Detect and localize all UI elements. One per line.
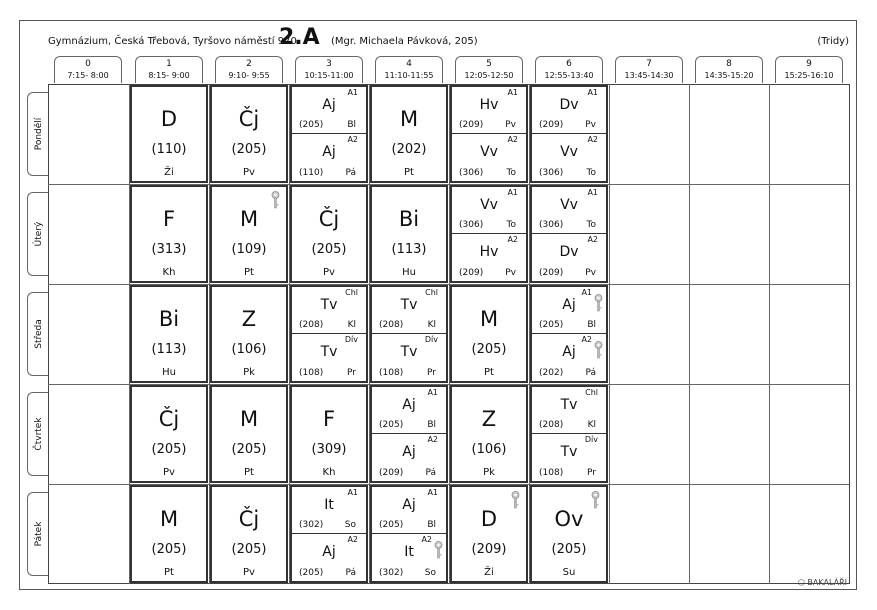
lesson-teacher: Bl: [427, 420, 436, 430]
lesson-room: (306): [539, 220, 564, 230]
lesson-teacher: Pt: [244, 267, 254, 278]
lesson-cell[interactable]: [290, 385, 368, 483]
lesson-teacher: Su: [562, 567, 576, 578]
lesson-teacher: Kl: [427, 320, 436, 330]
period-number: 2: [246, 59, 252, 69]
lesson-room: (113): [151, 342, 187, 357]
period-time: 9:10- 9:55: [228, 71, 270, 80]
grid-column-line: [689, 84, 690, 584]
lesson-subject: Bi: [158, 307, 180, 331]
group-label: Chl: [345, 288, 358, 297]
period-header[interactable]: [455, 56, 523, 83]
lesson-room: (205): [379, 420, 404, 430]
lesson-room: (108): [379, 368, 404, 378]
lesson-group-top[interactable]: [372, 287, 446, 334]
lesson-cell[interactable]: [450, 185, 528, 283]
period-number: 8: [726, 59, 732, 69]
lesson-room: (205): [231, 142, 267, 157]
grid-column-line: [769, 84, 770, 584]
group-label: A2: [581, 335, 592, 344]
lesson-subject: It: [404, 544, 414, 560]
lesson-subject: It: [324, 497, 334, 513]
lesson-room: (209): [539, 120, 564, 130]
lesson-group-top[interactable]: [532, 187, 606, 234]
lesson-room: (209): [539, 268, 564, 278]
lesson-cell[interactable]: [530, 85, 608, 183]
day-label: Čtvrtek: [33, 417, 44, 451]
view-label: (Tridy): [817, 36, 849, 47]
lesson-teacher: Pk: [243, 367, 255, 378]
group-label: Dív: [584, 435, 598, 444]
lesson-subject: M: [479, 307, 499, 331]
lesson-subject: Tv: [320, 344, 338, 360]
lesson-room: (106): [471, 442, 507, 457]
lesson-subject: Hv: [479, 244, 499, 260]
lesson-group-top[interactable]: [532, 87, 606, 134]
lesson-room: (202): [391, 142, 427, 157]
lesson-room: (113): [391, 242, 427, 257]
lesson-group-top[interactable]: [532, 387, 606, 434]
lesson-room: (106): [231, 342, 267, 357]
lesson-subject: Tv: [560, 444, 578, 460]
class-teacher: (Mgr. Michaela Pávková, 205): [331, 36, 478, 47]
bakalari-logo: [798, 578, 847, 587]
day-tab[interactable]: [27, 292, 49, 376]
group-label: A1: [581, 288, 592, 297]
lesson-teacher: To: [586, 220, 596, 230]
group-label: A1: [427, 388, 438, 397]
lesson-cell[interactable]: [530, 485, 608, 583]
period-number: 5: [486, 59, 492, 69]
lesson-room: (110): [299, 168, 324, 178]
lesson-room: (302): [299, 520, 324, 530]
day-tab[interactable]: [27, 492, 49, 576]
lesson-group-top[interactable]: [532, 287, 606, 334]
lesson-room: (205): [151, 542, 187, 557]
day-tab[interactable]: [27, 192, 49, 276]
lesson-cell[interactable]: [130, 385, 208, 483]
lesson-subject: M: [239, 207, 259, 231]
lesson-subject: Dv: [559, 244, 579, 260]
lesson-subject: Dv: [559, 97, 579, 113]
lesson-teacher: Pá: [345, 568, 356, 578]
lesson-cell[interactable]: [210, 385, 288, 483]
lesson-group-top[interactable]: [292, 287, 366, 334]
key-icon: [271, 191, 280, 209]
lesson-teacher: Pt: [164, 567, 174, 578]
lesson-group-bottom[interactable]: [292, 134, 366, 181]
lesson-teacher: To: [506, 220, 516, 230]
lesson-subject: Bi: [398, 207, 420, 231]
lesson-teacher: Ži: [164, 167, 174, 178]
grid-column-line: [609, 84, 610, 584]
lesson-teacher: Pá: [345, 168, 356, 178]
lesson-cell[interactable]: [290, 85, 368, 183]
period-number: 9: [806, 59, 812, 69]
lesson-room: (205): [471, 342, 507, 357]
group-label: A1: [347, 488, 358, 497]
lesson-teacher: Pr: [427, 368, 436, 378]
lesson-cell[interactable]: [450, 285, 528, 383]
lesson-room: (110): [151, 142, 187, 157]
lesson-teacher: Pv: [505, 120, 516, 130]
lesson-subject: Aj: [402, 497, 416, 513]
lesson-teacher: Pv: [585, 268, 596, 278]
period-header[interactable]: [535, 56, 603, 83]
key-icon: [511, 491, 520, 509]
lesson-group-top[interactable]: [452, 87, 526, 134]
period-time: 8:15- 9:00: [148, 71, 190, 80]
period-header[interactable]: [775, 56, 843, 83]
lesson-teacher: Bl: [347, 120, 356, 130]
group-label: A2: [507, 235, 518, 244]
day-label: Pondělí: [33, 117, 44, 151]
period-header[interactable]: [215, 56, 283, 83]
lesson-cell[interactable]: [290, 285, 368, 383]
lesson-teacher: Pk: [483, 467, 495, 478]
day-label: Úterý: [33, 221, 44, 247]
lesson-teacher: Kh: [162, 267, 176, 278]
lesson-group-bottom[interactable]: [372, 334, 446, 381]
lesson-subject: M: [239, 407, 259, 431]
lesson-teacher: Pt: [404, 167, 414, 178]
lesson-room: (209): [379, 468, 404, 478]
lesson-cell[interactable]: [530, 285, 608, 383]
period-number: 3: [326, 59, 332, 69]
lesson-group-bottom[interactable]: [532, 434, 606, 481]
lesson-teacher: Pv: [243, 567, 255, 578]
group-label: A1: [587, 88, 598, 97]
lesson-teacher: Pá: [585, 368, 596, 378]
lesson-group-bottom[interactable]: [532, 134, 606, 181]
lesson-teacher: Pt: [484, 367, 494, 378]
lesson-teacher: Pr: [347, 368, 356, 378]
lesson-subject: Čj: [238, 507, 260, 531]
lesson-room: (208): [299, 320, 324, 330]
lesson-teacher: Pt: [244, 467, 254, 478]
lesson-room: (205): [231, 542, 267, 557]
period-header[interactable]: [135, 56, 203, 83]
group-label: A2: [427, 435, 438, 444]
lesson-subject: Z: [481, 407, 497, 431]
lesson-room: (202): [539, 368, 564, 378]
lesson-group-top[interactable]: [452, 187, 526, 234]
lesson-cell[interactable]: [290, 185, 368, 283]
lesson-subject: M: [399, 107, 419, 131]
lesson-teacher: Bl: [587, 320, 596, 330]
class-name: 2.A: [279, 25, 320, 50]
lesson-room: (313): [151, 242, 187, 257]
day-tab[interactable]: [27, 392, 49, 476]
lesson-cell[interactable]: [130, 285, 208, 383]
lesson-teacher: Pv: [505, 268, 516, 278]
lesson-room: (209): [459, 268, 484, 278]
lesson-teacher: So: [424, 568, 436, 578]
lesson-group-bottom[interactable]: [372, 534, 446, 581]
group-label: A1: [587, 188, 598, 197]
logo-icon: ⬡: [797, 578, 805, 587]
lesson-subject: Vv: [480, 197, 498, 213]
period-time: 13:45-14:30: [624, 71, 674, 80]
lesson-teacher: So: [344, 520, 356, 530]
lesson-room: (209): [471, 542, 507, 557]
period-header[interactable]: [54, 56, 122, 83]
lesson-subject: Tv: [320, 297, 338, 313]
day-tab[interactable]: [27, 92, 49, 176]
period-number: 4: [406, 59, 412, 69]
lesson-teacher: Pv: [323, 267, 335, 278]
period-header[interactable]: [615, 56, 683, 83]
group-label: A2: [507, 135, 518, 144]
lesson-group-top[interactable]: [292, 87, 366, 134]
lesson-subject: Čj: [158, 407, 180, 431]
lesson-room: (205): [299, 568, 324, 578]
lesson-room: (109): [231, 242, 267, 257]
period-header[interactable]: [295, 56, 363, 83]
lesson-cell[interactable]: [450, 85, 528, 183]
lesson-cell[interactable]: [370, 85, 448, 183]
period-time: 12:05-12:50: [464, 71, 514, 80]
lesson-room: (205): [311, 242, 347, 257]
lesson-teacher: Ži: [484, 567, 494, 578]
lesson-room: (306): [459, 220, 484, 230]
lesson-subject: Čj: [318, 207, 340, 231]
lesson-cell[interactable]: [450, 485, 528, 583]
lesson-room: (306): [539, 168, 564, 178]
lesson-teacher: Hu: [162, 367, 176, 378]
lesson-cell[interactable]: [530, 385, 608, 483]
lesson-subject: Aj: [562, 344, 576, 360]
lesson-group-bottom[interactable]: [532, 334, 606, 381]
lesson-subject: Vv: [480, 144, 498, 160]
lesson-room: (205): [551, 542, 587, 557]
period-number: 1: [166, 59, 172, 69]
key-icon: [594, 294, 603, 312]
period-time: 14:35-15:20: [704, 71, 754, 80]
lesson-cell[interactable]: [370, 185, 448, 283]
lesson-room: (208): [379, 320, 404, 330]
group-label: A2: [587, 135, 598, 144]
group-label: A2: [347, 135, 358, 144]
lesson-subject: Čj: [238, 107, 260, 131]
lesson-group-bottom[interactable]: [292, 534, 366, 581]
lesson-room: (302): [379, 568, 404, 578]
lesson-teacher: Pá: [425, 468, 436, 478]
lesson-subject: Aj: [322, 144, 336, 160]
lesson-subject: Aj: [322, 97, 336, 113]
lesson-group-bottom[interactable]: [372, 434, 446, 481]
lesson-cell[interactable]: [370, 485, 448, 583]
lesson-cell[interactable]: [210, 85, 288, 183]
lesson-cell[interactable]: [450, 385, 528, 483]
lesson-group-bottom[interactable]: [532, 234, 606, 281]
lesson-subject: Aj: [402, 397, 416, 413]
lesson-cell[interactable]: [290, 485, 368, 583]
lesson-subject: D: [160, 107, 178, 131]
key-icon: [591, 491, 600, 509]
group-label: A2: [421, 535, 432, 544]
lesson-cell[interactable]: [130, 485, 208, 583]
period-time: 15:25-16:10: [784, 71, 834, 80]
group-label: A1: [427, 488, 438, 497]
lesson-teacher: Pr: [587, 468, 596, 478]
lesson-room: (208): [539, 420, 564, 430]
lesson-cell[interactable]: [530, 185, 608, 283]
lesson-cell[interactable]: [130, 85, 208, 183]
period-time: 12:55-13:40: [544, 71, 594, 80]
lesson-subject: Hv: [479, 97, 499, 113]
lesson-group-bottom[interactable]: [452, 234, 526, 281]
school-name: Gymnázium, Česká Třebová, Tyršovo náměstí 970: [48, 36, 297, 47]
period-number: 6: [566, 59, 572, 69]
lesson-subject: Aj: [562, 297, 576, 313]
period-time: 11:10-11:55: [384, 71, 434, 80]
lesson-cell[interactable]: [210, 485, 288, 583]
lesson-subject: Tv: [400, 297, 418, 313]
lesson-group-top[interactable]: [372, 487, 446, 534]
period-header[interactable]: [375, 56, 443, 83]
period-time: 7:15- 8:00: [67, 71, 109, 80]
lesson-subject: D: [480, 507, 498, 531]
group-label: A2: [347, 535, 358, 544]
lesson-teacher: Pv: [163, 467, 175, 478]
lesson-room: (108): [539, 468, 564, 478]
lesson-subject: F: [162, 207, 176, 231]
lesson-cell[interactable]: [130, 185, 208, 283]
group-label: A2: [587, 235, 598, 244]
lesson-subject: Aj: [322, 544, 336, 560]
lesson-room: (108): [299, 368, 324, 378]
period-number: 0: [85, 59, 91, 69]
lesson-cell[interactable]: [370, 285, 448, 383]
day-label: Středa: [33, 319, 44, 349]
group-label: A1: [507, 88, 518, 97]
lesson-subject: Z: [241, 307, 257, 331]
period-time: 10:15-11:00: [304, 71, 354, 80]
lesson-room: (309): [311, 442, 347, 457]
key-icon: [434, 541, 443, 559]
lesson-subject: Vv: [560, 144, 578, 160]
lesson-subject: Vv: [560, 197, 578, 213]
lesson-room: (205): [379, 520, 404, 530]
lesson-teacher: Kl: [347, 320, 356, 330]
lesson-subject: Ov: [554, 507, 584, 531]
lesson-subject: M: [159, 507, 179, 531]
lesson-group-bottom[interactable]: [452, 134, 526, 181]
period-header[interactable]: [695, 56, 763, 83]
lesson-room: (205): [231, 442, 267, 457]
lesson-teacher: Pv: [585, 120, 596, 130]
group-label: Chl: [425, 288, 438, 297]
lesson-subject: F: [322, 407, 336, 431]
lesson-teacher: Kh: [322, 467, 336, 478]
lesson-cell[interactable]: [210, 185, 288, 283]
lesson-room: (205): [299, 120, 324, 130]
lesson-teacher: Bl: [427, 520, 436, 530]
key-icon: [594, 341, 603, 359]
lesson-room: (205): [151, 442, 187, 457]
lesson-room: (306): [459, 168, 484, 178]
lesson-subject: Tv: [560, 397, 578, 413]
lesson-subject: Tv: [400, 344, 418, 360]
logo-text: BAKALÁŘI: [807, 578, 847, 587]
lesson-group-bottom[interactable]: [292, 334, 366, 381]
day-label: Pátek: [33, 521, 44, 547]
lesson-teacher: To: [506, 168, 516, 178]
period-number: 7: [646, 59, 652, 69]
lesson-group-top[interactable]: [292, 487, 366, 534]
lesson-room: (209): [459, 120, 484, 130]
lesson-group-top[interactable]: [372, 387, 446, 434]
lesson-teacher: Kl: [587, 420, 596, 430]
lesson-subject: Aj: [402, 444, 416, 460]
group-label: Dív: [424, 335, 438, 344]
group-label: Dív: [344, 335, 358, 344]
lesson-teacher: Hu: [402, 267, 416, 278]
lesson-cell[interactable]: [370, 385, 448, 483]
lesson-teacher: To: [586, 168, 596, 178]
group-label: Chl: [585, 388, 598, 397]
lesson-teacher: Pv: [243, 167, 255, 178]
group-label: A1: [347, 88, 358, 97]
lesson-room: (205): [539, 320, 564, 330]
group-label: A1: [507, 188, 518, 197]
lesson-cell[interactable]: [210, 285, 288, 383]
